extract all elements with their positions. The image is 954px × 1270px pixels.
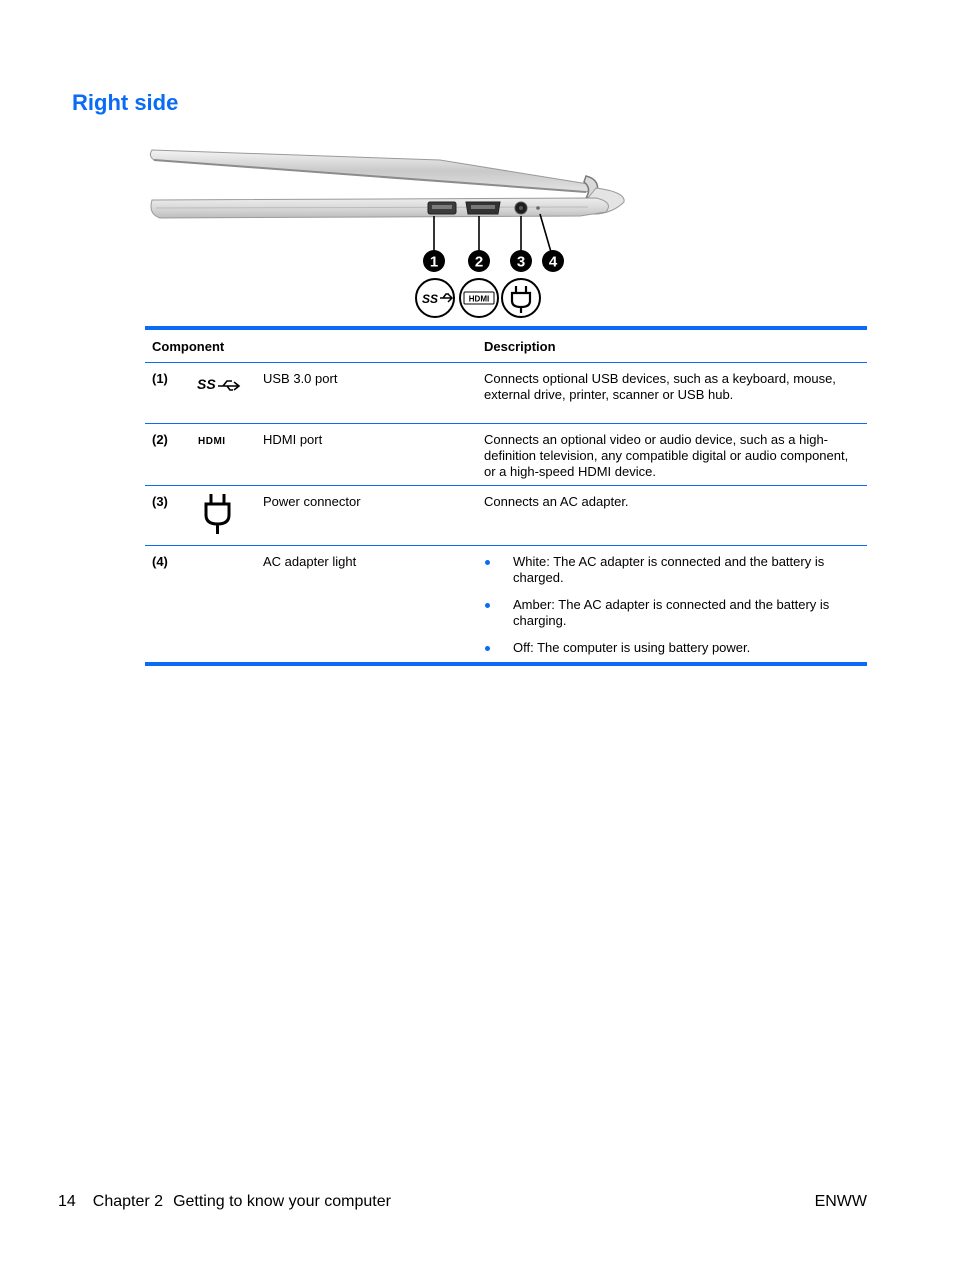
page-title: Right side: [72, 90, 179, 115]
row-number: (1): [152, 371, 168, 386]
callout-4: [542, 250, 564, 272]
component-name: HDMI port: [263, 432, 323, 447]
column-header-description: Description: [484, 339, 556, 354]
component-name: USB 3.0 port: [263, 371, 338, 386]
callout-3: [510, 250, 532, 272]
page-footer: [58, 1193, 391, 1211]
component-name: Power connector: [263, 494, 361, 509]
component-description: Connects an optional video or audio device, such as a high-definition television, any compatible digital or audio component, or a high-speed HDMI device.: [484, 432, 849, 479]
table-row: [145, 486, 867, 546]
laptop-right-side-figure: [140, 140, 640, 325]
bullet-icon: [485, 560, 490, 565]
row-number: (2): [152, 432, 168, 447]
list-item: White: The AC adapter is connected and the battery is charged.: [484, 554, 862, 586]
usb-superspeed-icon: [416, 279, 454, 317]
row-number: (3): [152, 494, 168, 509]
component-table: [145, 326, 867, 666]
svg-text:4: 4: [548, 253, 558, 271]
svg-text:HDMI: HDMI: [468, 294, 490, 304]
table-row: [145, 546, 867, 662]
usb-superspeed-icon: [197, 371, 241, 399]
table-row: [145, 424, 867, 486]
svg-text:SS: SS: [197, 376, 216, 392]
svg-text:HDMI: HDMI: [198, 436, 226, 447]
callout-2: [468, 250, 490, 272]
power-plug-icon: [203, 492, 233, 540]
component-description: Connects an AC adapter.: [484, 494, 629, 509]
svg-text:SS: SS: [422, 292, 439, 306]
list-item: Off: The computer is using battery power.: [484, 640, 862, 656]
table-row: [145, 363, 867, 424]
svg-text:1: 1: [429, 253, 439, 271]
chapter-title: Getting to know your computer: [173, 1193, 391, 1210]
component-description: Connects optional USB devices, such as a keyboard, mouse, external drive, printer, scanner or USB hub.: [484, 371, 836, 402]
component-name: AC adapter light: [263, 554, 357, 569]
hdmi-icon: [197, 430, 237, 454]
locale-code: ENWW: [814, 1193, 867, 1210]
row-number: (4): [152, 554, 168, 569]
chapter-label: Chapter 2: [92, 1193, 164, 1210]
callout-1: [423, 250, 445, 272]
svg-text:2: 2: [474, 253, 484, 271]
column-header-component: Component: [152, 339, 225, 354]
power-plug-icon: [502, 279, 540, 317]
status-list: [484, 554, 862, 656]
svg-text:3: 3: [516, 253, 526, 271]
page-number: 14: [58, 1193, 76, 1210]
bullet-icon: [485, 603, 490, 608]
list-item: Amber: The AC adapter is connected and the battery is charging.: [484, 597, 862, 629]
table-header: [145, 330, 867, 363]
hdmi-icon: [460, 279, 498, 317]
bullet-icon: [485, 646, 490, 651]
